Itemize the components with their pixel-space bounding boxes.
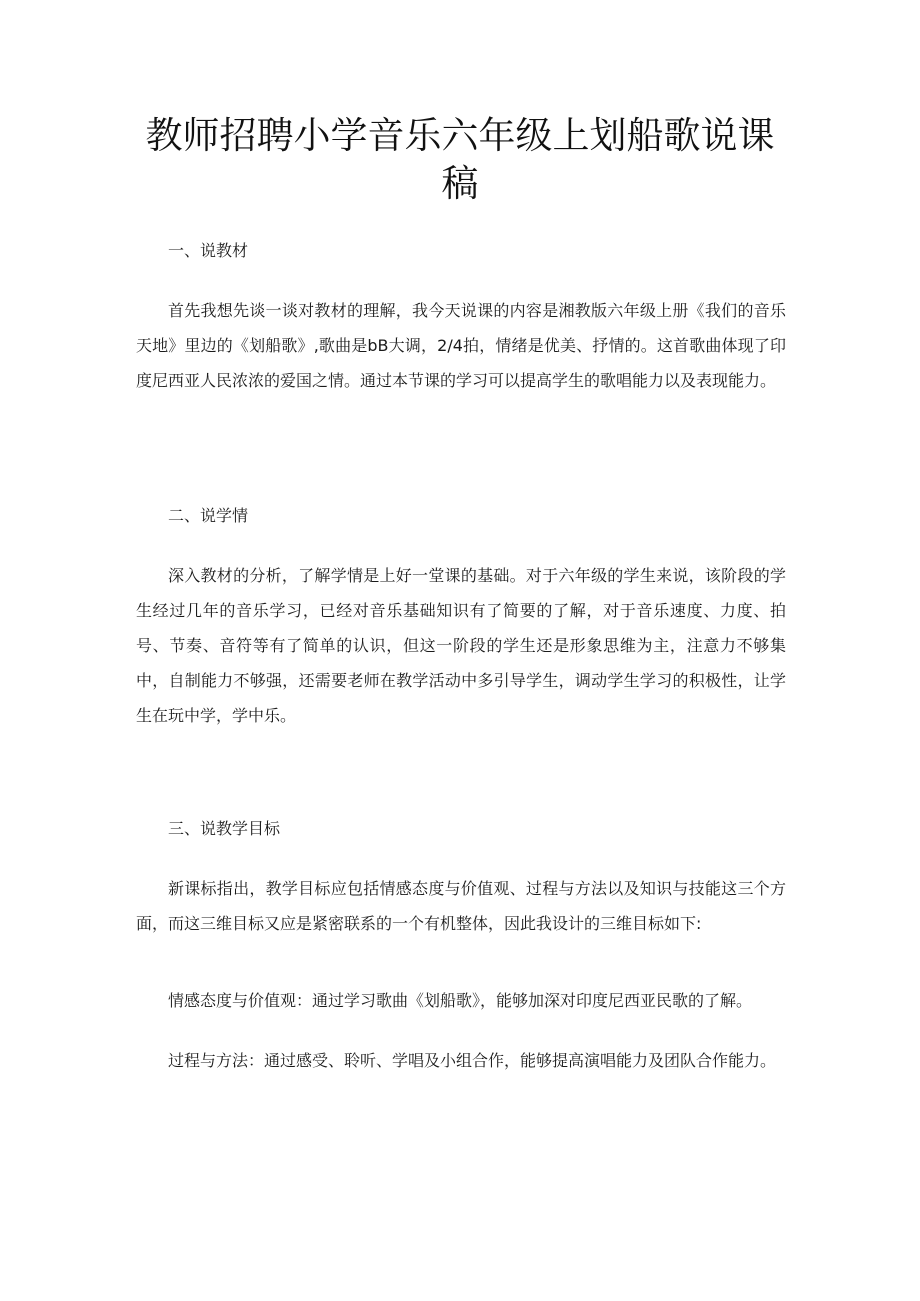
paragraph-teaching-material: 首先我想先谈一谈对教材的理解，我今天说课的内容是湘教版六年级上册《我们的音乐天地》里边的《划船歌》,歌曲是bB大调，2/4拍，情绪是优美、抒情的。这首歌曲体现了印度尼西亚人民浓浓的爱国之情。通过本节课的学习可以提高学生的歌唱能力以及表现能力。: [136, 301, 786, 390]
paragraph-teaching-goals-intro: 新课标指出，教学目标应包括情感态度与价值观、过程与方法以及知识与技能这三个方面，而这三维目标又应是紧密联系的一个有机整体，因此我设计的三维目标如下:: [136, 879, 786, 933]
section-heading-teaching-material: 一、说教材: [168, 241, 249, 260]
section-heading-student-analysis: 二、说学情: [168, 506, 249, 525]
paragraph-student-analysis: 深入教材的分析，了解学情是上好一堂课的基础。对于六年级的学生来说，该阶段的学生经过几年的音乐学习，已经对音乐基础知识有了简要的了解，对于音乐速度、力度、拍号、节奏、音符等有了简单的认识，但这一阶段的学生还是形象思维为主，注意力不够集中，自制能力不够强，还需要老师在教学活动中多引导学生，调动学生学习的积极性，让学生在玩中学，学中乐。: [136, 566, 786, 725]
paragraph-goal-process-method: 过程与方法：通过感受、聆听、学唱及小组合作，能够提高演唱能力及团队合作能力。: [168, 1051, 777, 1070]
section-heading-teaching-goals: 三、说教学目标: [168, 819, 281, 838]
document-title: 教师招聘小学音乐六年级上划船歌说课稿: [145, 114, 775, 205]
paragraph-goal-emotion-values: 情感态度与价值观：通过学习歌曲《划船歌》，能够加深对印度尼西亚民歌的了解。: [168, 991, 753, 1010]
